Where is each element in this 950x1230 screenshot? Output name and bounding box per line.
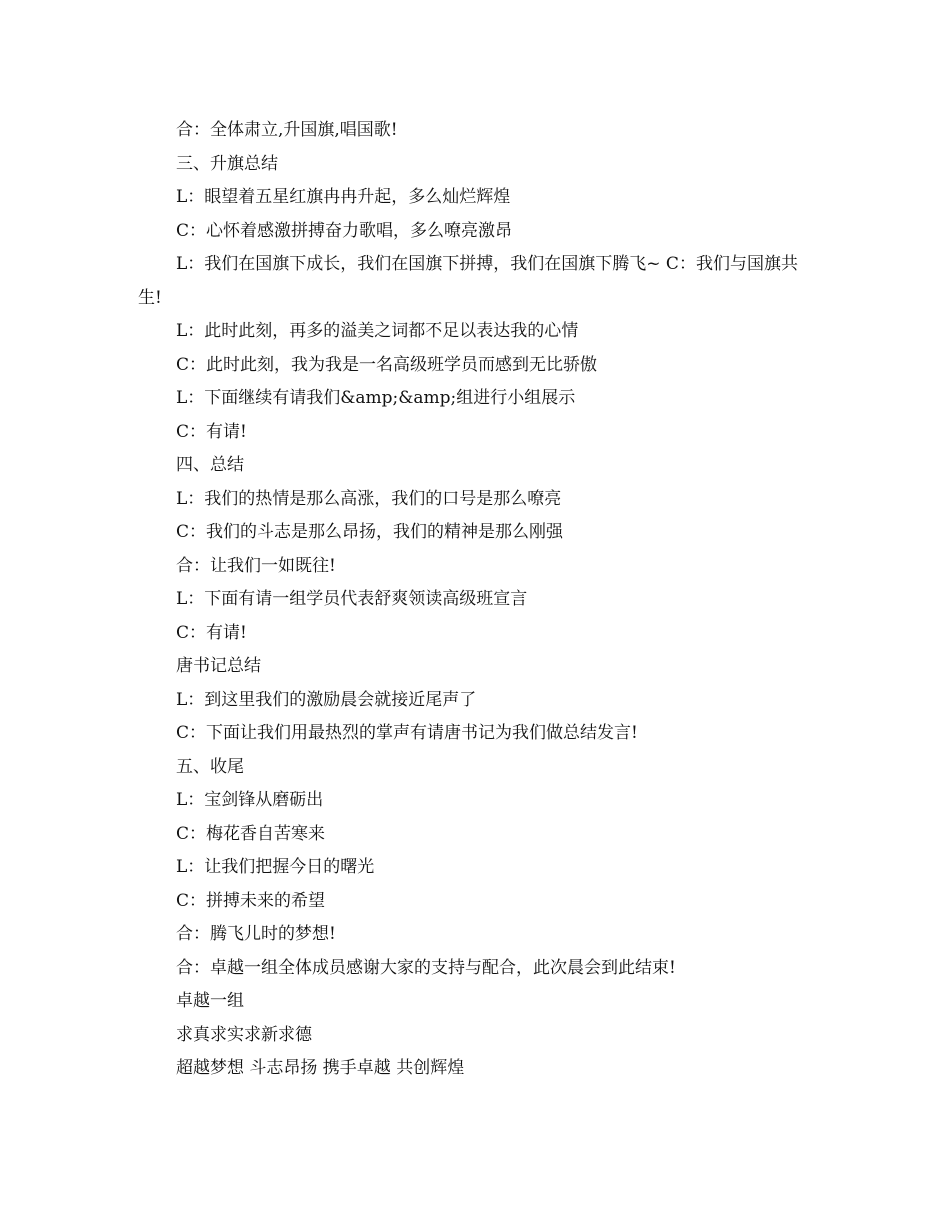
document-body [138,114,818,1086]
paragraph-line: L：让我们把握今日的曙光 [176,857,375,877]
paragraph-line: 合：让我们一如既往! [176,555,336,576]
paragraph-line: L：我们的热情是那么高涨，我们的口号是那么嘹亮 [176,488,562,509]
paragraph-line: L：下面继续有请我们&amp;&amp;组进行小组展示 [176,388,576,408]
section-heading: 五、收尾 [176,756,244,777]
section-heading: 唐书记总结 [176,656,261,676]
paragraph-line: C：我们的斗志是那么昂扬，我们的精神是那么刚强 [176,522,564,542]
team-name: 卓越一组 [176,991,244,1011]
paragraph-line: C：拼搏未来的希望 [176,890,326,911]
paragraph-line: C：此时此刻，我为我是一名高级班学员而感到无比骄傲 [176,354,598,375]
paragraph-line: L：此时此刻，再多的溢美之词都不足以表达我的心情 [176,321,579,341]
paragraph-line: L：下面有请一组学员代表舒爽领读高级班宣言 [176,589,528,609]
paragraph-line: C：有请! [176,622,247,643]
paragraph-line: L：宝剑锋从磨砺出 [176,790,324,810]
paragraph-line: C：心怀着感激拼搏奋力歌唱，多么嘹亮激昂 [176,220,513,241]
section-heading: 四、总结 [176,455,244,475]
paragraph-line: C：下面让我们用最热烈的掌声有请唐书记为我们做总结发言! [176,723,638,743]
team-slogan: 超越梦想 斗志昂扬 携手卓越 共创辉煌 [176,1058,465,1078]
paragraph-line: 合：卓越一组全体成员感谢大家的支持与配合，此次晨会到此结束! [176,957,676,978]
paragraph-line: L：我们在国旗下成长，我们在国旗下拼搏，我们在国旗下腾飞~ C：我们与国旗共生! [138,254,798,308]
paragraph-line: L：眼望着五星红旗冉冉升起，多么灿烂辉煌 [176,187,511,207]
section-heading: 三、升旗总结 [176,153,278,174]
paragraph-line: 合：腾飞儿时的梦想! [176,924,336,944]
paragraph-line: L：到这里我们的激励晨会就接近尾声了 [176,689,477,710]
paragraph-line: C：有请! [176,421,247,442]
paragraph-line: 合：全体肃立,升国旗,唱国歌! [176,120,398,140]
team-motto: 求真求实求新求德 [176,1024,312,1045]
paragraph-line: C：梅花香自苦寒来 [176,823,326,844]
